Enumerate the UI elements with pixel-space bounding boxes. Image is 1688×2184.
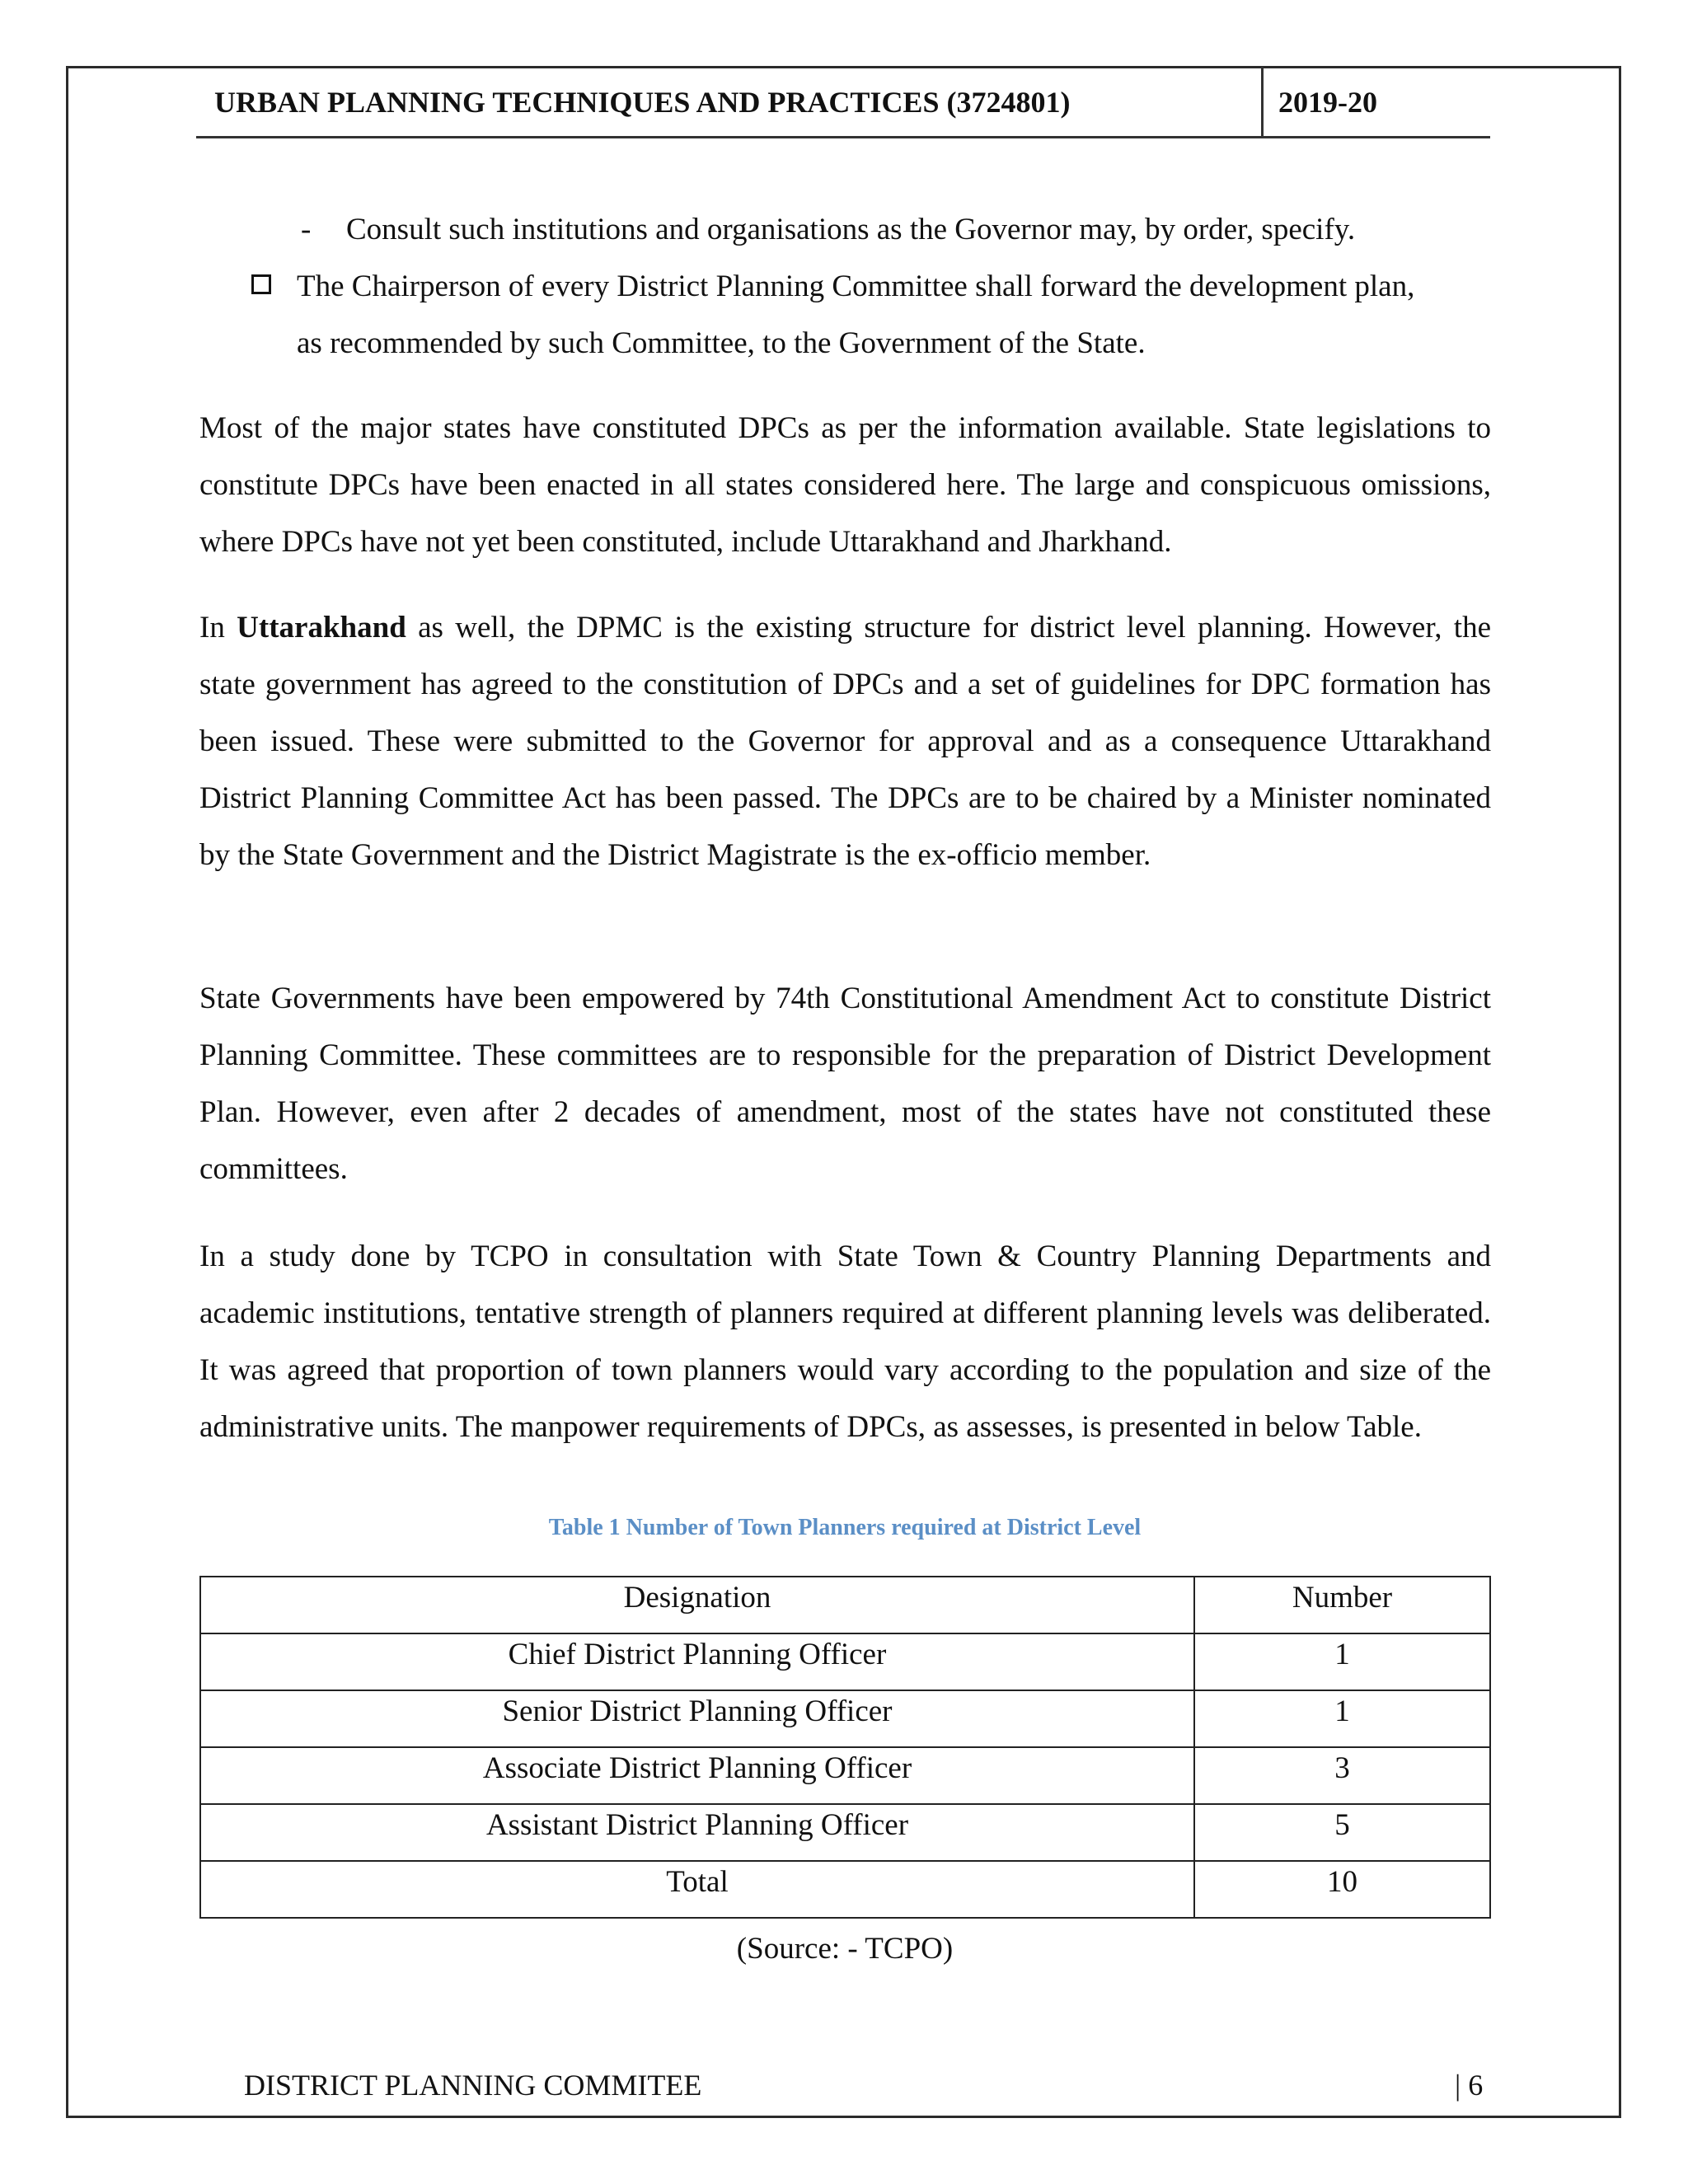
header-number: Number — [1194, 1577, 1490, 1633]
paragraph-4: In a study done by TCPO in consultation with State Town & Country Planning Departments and academic institutions, tentative strength of planners required at different planning levels was deliberated. It was agreed that proportion of town planners would vary according to the population and size of the administrative units. The manpower requirements of DPCs, as assesses, is presented in below Table. — [199, 1240, 1491, 1444]
table-row — [200, 1633, 1490, 1690]
header-designation: Designation — [200, 1577, 1194, 1633]
paragraph-1: Most of the major states have constituted DPCs as per the information available. State legislations to constitute DPCs have been enacted in all states considered here. The large and conspicuous omissions, where DPCs have not yet been constituted, include Uttarakhand and Jharkhand. — [199, 411, 1491, 559]
paragraph-2-bold: Uttarakhand — [237, 611, 406, 644]
table-header-row — [200, 1577, 1490, 1633]
total-number-cell: 10 — [1194, 1861, 1490, 1918]
designation-cell: Chief District Planning Officer — [200, 1633, 1194, 1690]
designation-cell: Senior District Planning Officer — [200, 1690, 1194, 1747]
footer-page-number: | 6 — [1455, 2069, 1484, 2102]
paragraph-3: State Governments have been empowered by 74th Constitutional Amendment Act to constitute District Planning Committee. These committees are to responsible for the preparation of District Development Plan. However, even after 2 decades of amendment, most of the states have not constituted these committees. — [199, 982, 1491, 1186]
paragraph-2-rest: as well, the DPMC is the existing structure for district level planning. However, the state government has agreed to the constitution of DPCs and a set of guidelines for DPC formation has been issued. These were submitted to the Governor for approval and as a consequence Uttarakhand District Planning Committee Act has been passed. The DPCs are to be chaired by a Minister nominated by the State Government and the District Magistrate is the ex-officio member. — [199, 611, 1491, 872]
number-cell: 1 — [1194, 1690, 1490, 1747]
academic-year: 2019-20 — [1278, 85, 1377, 119]
number-cell: 5 — [1194, 1804, 1490, 1861]
table-row — [200, 1804, 1490, 1861]
table-row — [200, 1747, 1490, 1804]
footer-chapter-title: DISTRICT PLANNING COMMITEE — [244, 2069, 702, 2102]
paragraph-2-prefix: In — [199, 611, 237, 644]
number-cell: 1 — [1194, 1633, 1490, 1690]
table-caption: Table 1 Number of Town Planners required at District Level — [548, 1515, 1142, 1540]
town-planners-table — [199, 1576, 1491, 1919]
table-source: (Source: - TCPO) — [736, 1932, 954, 1966]
total-label-cell: Total — [200, 1861, 1194, 1918]
designation-cell: Associate District Planning Officer — [200, 1747, 1194, 1804]
table-row — [200, 1690, 1490, 1747]
number-cell: 3 — [1194, 1747, 1490, 1804]
paragraph-2 — [199, 599, 1491, 883]
square-bullet-icon — [251, 274, 271, 294]
designation-cell: Assistant District Planning Officer — [200, 1804, 1194, 1861]
page-header — [196, 68, 1490, 138]
dash-bullet-text: Consult such institutions and organisations as the Governor may, by order, specify. — [346, 213, 1356, 246]
table-total-row — [200, 1861, 1490, 1918]
square-bullet-line2: as recommended by such Committee, to the Government of the State. — [297, 326, 1146, 360]
dash-bullet-mark: - — [301, 213, 312, 246]
square-bullet-line1: The Chairperson of every District Planning Committee shall forward the development plan, — [297, 269, 1415, 303]
course-title: URBAN PLANNING TECHNIQUES AND PRACTICES (3724801) — [214, 85, 1071, 119]
